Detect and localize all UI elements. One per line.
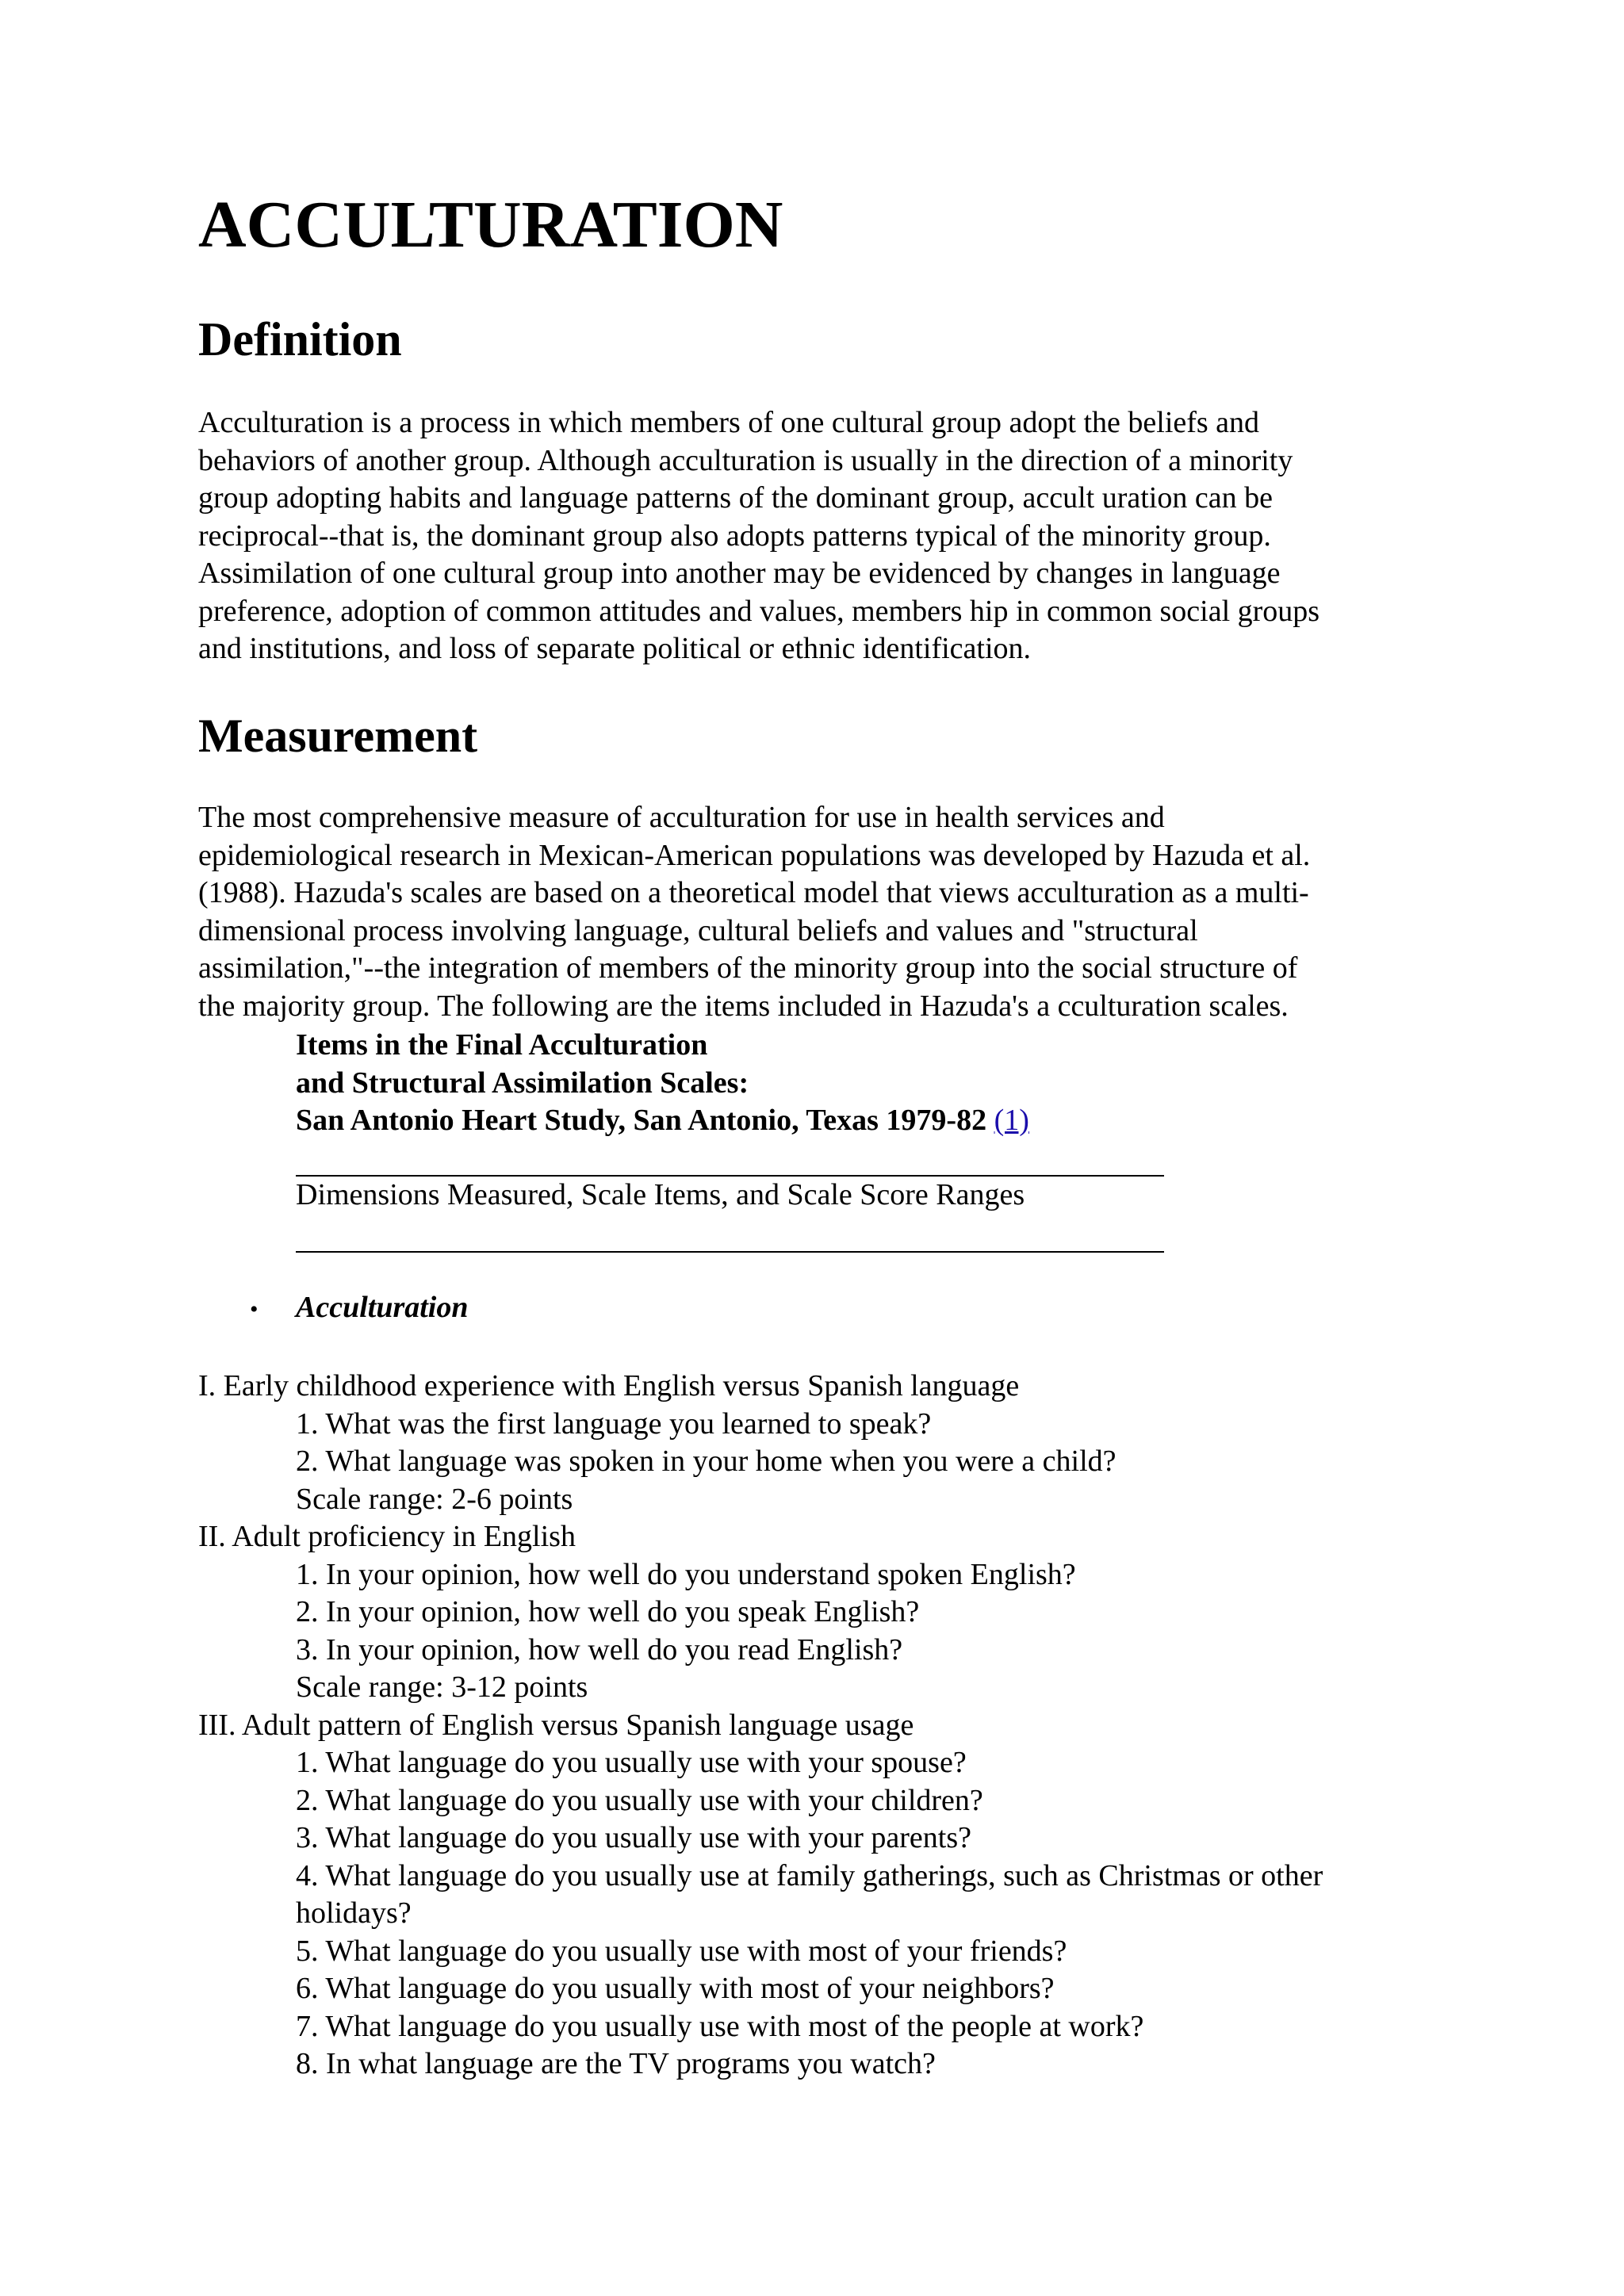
question-item: 4. What language do you usually use at family gatherings, such as Christmas or other holidays? <box>296 1858 1323 1930</box>
items-table-title <box>296 1027 1029 1140</box>
bullet-dot-icon: • <box>250 1296 259 1322</box>
text-line: The most comprehensive measure of acculturation for use in health services and <box>198 801 1165 834</box>
question-item: 7. What language do you usually use with most of the people at work? <box>296 2009 1144 2043</box>
items-title-text: San Antonio Heart Study, San Antonio, Texas 1979-82 <box>296 1104 987 1137</box>
question-item: 1. In your opinion, how well do you understand spoken English? <box>296 1557 1076 1591</box>
page-title: ACCULTURATION <box>198 188 783 262</box>
divider-bottom <box>296 1251 1164 1253</box>
text-line: Assimilation of one cultural group into another may be evidenced by changes in language <box>198 557 1281 590</box>
scale-items-outline <box>198 1368 1419 2084</box>
text-line: group adopting habits and language patterns of the dominant group, accult uration can be <box>198 481 1273 515</box>
question-item: 2. In your opinion, how well do you speak English? <box>296 1595 920 1628</box>
text-line: preference, adoption of common attitudes and values, members hip in common social groups <box>198 594 1320 628</box>
question-item: 3. In your opinion, how well do you read English? <box>296 1632 903 1667</box>
dimensions-header: Dimensions Measured, Scale Items, and Scale Score Ranges <box>296 1178 1025 1211</box>
text-line: (1988). Hazuda's scales are based on a theoretical model that views acculturation as a multi- <box>198 876 1309 909</box>
question-item: 8. In what language are the TV programs you watch? <box>296 2047 936 2080</box>
section-title: I. Early childhood experience with English versus Spanish language <box>198 1369 1020 1402</box>
text-line: reciprocal--that is, the dominant group also adopts patterns typical of the minority group. <box>198 519 1271 553</box>
measurement-paragraph <box>198 799 1419 1025</box>
reference-link[interactable]: (1) <box>994 1104 1029 1137</box>
acculturation-bullet <box>250 1289 469 1329</box>
text-line: epidemiological research in Mexican-American populations was developed by Hazuda et al. <box>198 838 1311 872</box>
question-item: 2. What language was spoken in your home when you were a child? <box>296 1445 1116 1478</box>
text-line: the majority group. The following are the items included in Hazuda's a cculturation scales. <box>198 989 1289 1023</box>
section-title: III. Adult pattern of English versus Spanish language usage <box>198 1708 914 1742</box>
text-line: dimensional process involving language, cultural beliefs and values and "structural <box>198 913 1198 947</box>
question-item: 1. What was the first language you learned to speak? <box>296 1406 932 1441</box>
text-line: assimilation,"--the integration of members of the minority group into the social structure of <box>198 951 1298 985</box>
question-item: 3. What language do you usually use with your parents? <box>296 1821 971 1854</box>
scale-range: Scale range: 3-12 points <box>296 1670 588 1704</box>
text-line: Acculturation is a process in which members of one cultural group adopt the beliefs and <box>198 406 1260 439</box>
text-line: and institutions, and loss of separate political or ethnic identification. <box>198 632 1032 665</box>
text-line: behaviors of another group. Although acculturation is usually in the direction of a minority <box>198 443 1293 477</box>
items-title-line: and Structural Assimilation Scales: <box>296 1066 749 1100</box>
items-title-line <box>296 1102 1029 1140</box>
section-title: II. Adult proficiency in English <box>198 1520 576 1553</box>
bullet-label: Acculturation <box>296 1291 469 1324</box>
definition-paragraph <box>198 404 1419 668</box>
definition-heading: Definition <box>198 313 402 365</box>
question-item: 5. What language do you usually use with most of your friends? <box>296 1934 1067 1968</box>
question-item: 6. What language do you usually with most of your neighbors? <box>296 1972 1055 2005</box>
question-item: 1. What language do you usually use with your spouse? <box>296 1746 967 1779</box>
measurement-heading: Measurement <box>198 710 478 762</box>
items-title-line: Items in the Final Acculturation <box>296 1028 708 1062</box>
scale-range: Scale range: 2-6 points <box>296 1482 573 1516</box>
question-item: 2. What language do you usually use with your children? <box>296 1783 983 1817</box>
